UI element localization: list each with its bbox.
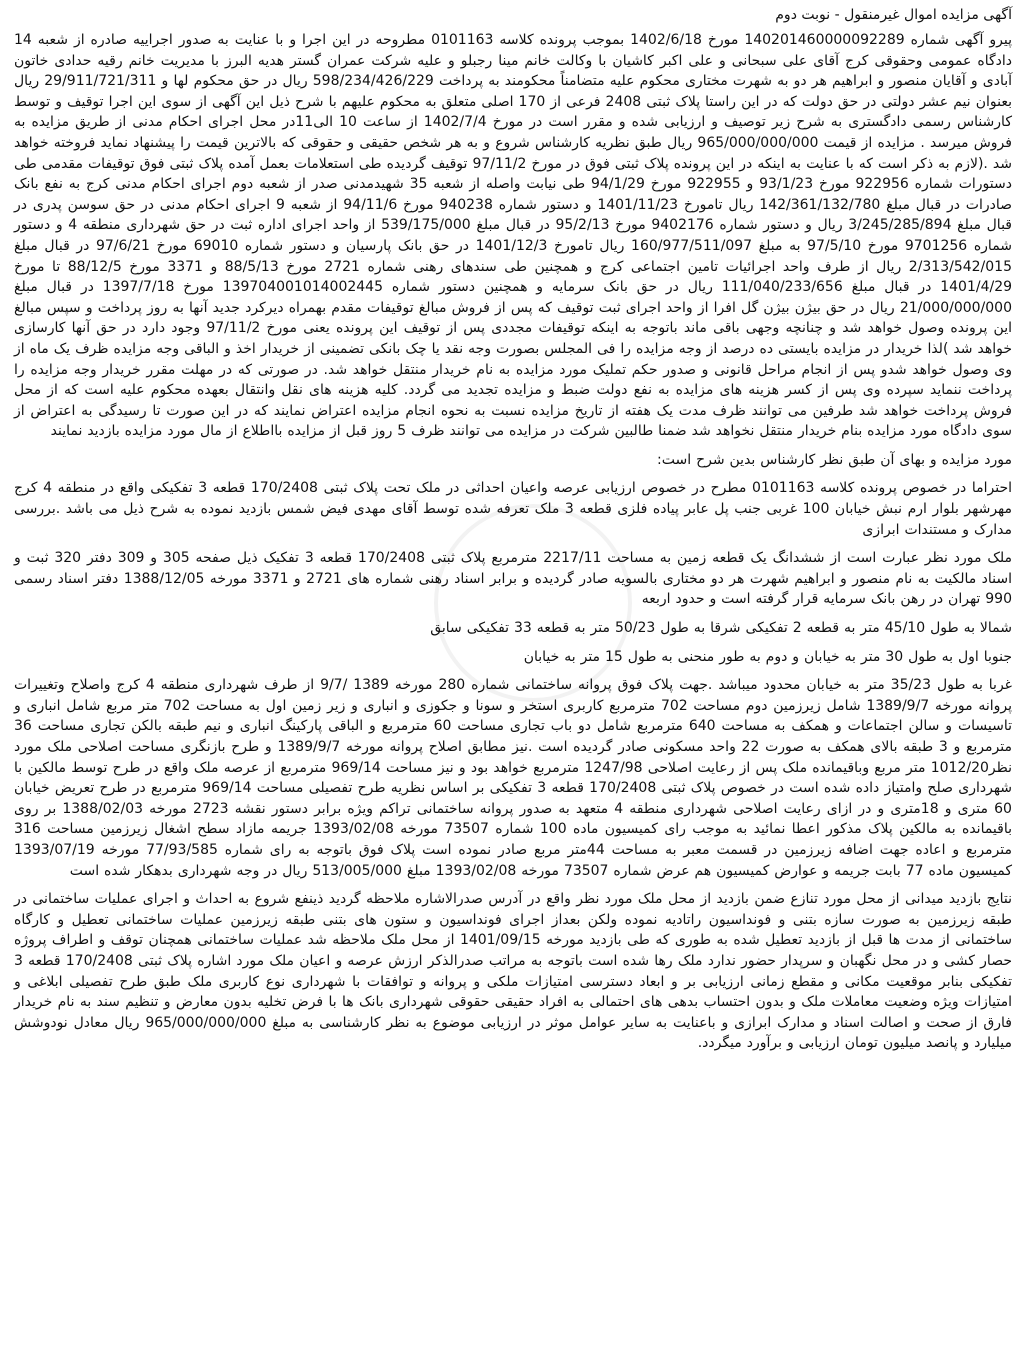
notice-paragraph-subject-heading: مورد مزایده و بهای آن طبق نظر کارشناس بدین شرح است: [657, 451, 1012, 468]
notice-paragraph-main: پیرو آگهی شماره 140201460000092289 مورخ 1402/6/18 بموجب پرونده کلاسه 0101163 مطروحه در این اجرا و با عنایت به صدور اجراییه صادره از شعبه 14 دادگاه عمومی وحقوقی کرج آقای علی سبحانی و علی اکبر کاشیان با وکالت خانم مینا رجبلو و علیه شرکت عمران گستر هدیه البرز با مدیریت خانم رقیه حدادی خاتون آبادی و آقایان منصور و ابراهیم هر دو به شهرت مختاری محکوم علیه متضامناً محکومند به پرداخت 598/234/426/229 ریال در حق محکوم لها و 29/911/721/311 ریال بعنوان نیم عشر دولتی در حق دولت که در این راستا پلاک ثبتی 2408 فرعی از 170 اصلی متعلق به محکوم علیهم با شرح ذیل این آگهی از سوی این اجرا توقیف و توسط کارشناس رسمی دادگستری به شرح زیر توصیف و ارزیابی شده و مقرر است در مورخ 1402/7/4 از ساعت 10 الی11در محل اجرای احکام مدنی از طریق مزایده به فروش میرسد . مزایده از قیمت 965/000/000/000 ریال طبق نظریه کارشناس شروع و به هر شخص حقیقی و حقوقی که بالاترین قیمت را پیشنهاد نماید فروخته خواهد شد .(لازم به ذکر است که با عنایت به اینکه در این پرونده پلاک ثبتی فوق در مورخ 97/11/2 توقیف گردیده طی استعلامات بعمل آمده پلاک ثبتی فوق توقیفات مقدمی طی دستورات شماره 922956 مورخ 93/1/23 و 922955 مورخ 94/1/29 طی نیابت واصله از شعبه 35 شهیدمدنی صدر از شعبه دوم اجرای احکام مدنی کرج به نفع بانک صادرات در قبال مبلغ 142/361/132/780 ریال تامورخ 1401/11/23 و دستور شماره 940238 مورخ 94/11/6 از شعبه 9 اجرای احکام مدنی در حق سوسن پدری در قبال مبلغ 3/245/285/894 ریال و دستور شماره 9402176 مورخ 95/2/13 در قبال مبلغ 539/175/000 از واحد اجرای اداره ثبت در حق شهرداری منطقه 4 و دستور شماره 9701256 مورخ 97/5/10 به مبلغ 160/977/511/097 ریال تامورخ 1401/12/3 در حق بانک پارسیان و دستور شماره 69010 مورخ 97/6/21 در قبال مبلغ 2/313/542/015 ریال از طرف واحد اجرائیات تامین اجتماعی کرج و همچنین طی سندهای رهنی شماره 2721 مورخ 88/5/13 و 3371 مورخ 88/12/5 تا مورخ 1401/4/29 در قبال مبلغ 111/040/233/656 ریال در حق بانک سرمایه و همچنین دستور شماره 139704001014002445 مورخ 1397/7/18 در قبال مبلغ 21/000/000/000 ریال در حق بیژن بیژن گل افرا از واحد اجرای ثبت توقیف که پس از فروش مبالغ توقیفات مقدم بهمراه دیرکرد جدید آنها به روز پرداخت و سپس مبالغ این پرونده وصول خواهد شد و چنانچه وجهی باقی ماند باتوجه به اینکه توقیفات مجددی پس از توقیف این پرونده یعنی مورخ 97/11/2 وجود دارد در حق آنها کارسازی خواهد شد )لذا خریدار در مزایده بایستی ده درصد از وجه مزایده را فی المجلس بصورت وجه نقد یا چک بانکی تضمینی از خریدار اخذ و الباقی وجه مزایده ظرف یک ماه از وی وصول خواهد شدو پس از انجام مراحل قانونی و صدور حکم تملیک مورد مزایده به نام خریدار منتقل خواهد شد. در صورتی که در مهلت مقرر خریدار وجه مزایده را پرداخت ننماید سپرده وی پس از کسر هزینه های مزایده به نفع دولت ضبط و مزایده تجدید می گردد. کلیه هزینه های نقل وانتقال بعهده محکوم علیه است که از محل فروش پرداخت خواهد شد طرفین می توانند ظرف مدت یک هفته از تاریخ مزایده نسبت به نحوه انجام مزایده اعتراض نمایند که در این صورت تا رسیدگی به اعتراض از سوی دادگاه مورد مزایده بنام خریدار منتقل نخواهد شد ضمنا طالبین شرکت در مزایده می توانند ظرف 5 روز قبل از مزایده بااطلاع از مال مورد مزایده بازدید نمایند [14, 32, 1013, 440]
auction-notice-document [14, 4, 1012, 1354]
notice-paragraph-expert-intro: احتراما در خصوص پرونده کلاسه 0101163 مطرح در خصوص ارزیابی عرصه واعیان احداثی در ملک تحت پلاک ثبتی 170/2408 قطعه 3 تفکیکی واقع در منطقه 4 کرج مهرشهر بلوار ارم نبش خیابان 100 غربی جنب پل عابر پیاده فلزی قطعه 3 ملک تعرفه شده توسط آقای مهدی فیض شمس بازدید نموده به شرح ذیل می باشد .بررسی مدارک و مستندات ابرازی [14, 480, 1012, 538]
notice-paragraph-north-east-boundary: شمالا به طول 45/10 متر به قطعه 2 تفکیکی شرقا به طول 50/23 متر به قطعه 33 تفکیکی سابق [430, 620, 1012, 637]
notice-paragraph-south-boundary: جنوبا اول به طول 30 متر به خیابان و دوم به طور منحنی به طول 15 متر به خیابان [523, 648, 1012, 665]
notice-title: آگهی مزایده اموال غیرمنقول - نوبت دوم [775, 7, 1012, 23]
notice-paragraph-property-description: ملک مورد نظر عبارت است از ششدانگ یک قطعه زمین به مساحت 2217/11 مترمربع پلاک ثبتی 170/2408 قطعه 3 تفکیک ذیل صفحه 305 و 309 دفتر 320 ثبت و اسناد مالکیت به نام منصور و ابراهیم شهرت هر دو مختاری بالسویه صادر گردیده و برابر اسناد رهنی شماره های 2721 و 3371 مورخه 1388/12/05 دفتر اسناد رسمی 990 تهران در رهن بانک سرمایه قرار گرفته است و حدود اربعه [14, 550, 1012, 608]
notice-paragraph-west-boundary-permits: غربا به طول 35/23 متر به خیابان محدود میباشد .جهت پلاک فوق پروانه ساختمانی شماره 280 مورخه 1389 /9/7 از طرف شهرداری منطقه 4 کرج واصلاح وتغییرات پروانه مورخه 1389/9/7 شامل زیرزمین دوم مساحت 702 مترمربع کاربری استخر و سونا و جکوزی و انباری و زیر زمین اول به مساحت 702 متر مربع شامل انباری و تاسیسات و سالن اجتماعات و همکف به مساحت 640 مترمربع شامل دو باب تجاری مساحت 60 مترمربع و الباقی پارکینگ انباری و نیم طبقه بالکن تجاری مساحت 36 مترمربع و 3 طبقه بالای همکف به صورت 22 واحد مسکونی صادر گردیده است .نیز مطابق اصلاح پروانه مورخه 1389/9/7 و طرح بازنگری مساحت اصلاحی ملک مورد نظر1012/20 متر مربع وباقیمانده ملک پس از رعایت اصلاحی 1247/98 مترمربع خواهد بود و نیز مساحت 969/14 مترمربع از عرصه ملک واقع در طرح توسط مالکین با شهرداری صلح وامتیاز داده شده است در خصوص پلاک ثبتی 170/2408 قطعه 3 تفکیکی بر اساس نظریه طرح تفصیلی مساحت 969/14 مترمربع در طرح تعریض خیابان 60 متری و 18متری و در ازای رعایت اصلاحی شهرداری منطقه 4 متعهد به صدور پروانه ساختمانی تراکم ویژه برابر دستور نقشه 2723 مورخه 1388/02/03 بر روی باقیمانده به مالکین پلاک مذکور اعطا نمائید به موجب رای کمیسیون ماده 100 شماره 73507 مورخه 1393/02/08 جریمه مازاد سطح اشغال زیرزمین مساحت 316 مترمربع و اعاده جهت اضافه زیرزمین در قسمت معبر به مساحت 44متر مربع صادر نموده است پلاک فوق باتوجه به رای شماره 77/93/585 مورخه 1393/07/19 کمیسیون ماده 77 بابت جریمه و عوارض کمیسیون هم عرض شماره 73507 مورخه 1393/02/08 مبلغ 513/005/000 ریال در وجه شهرداری بدهکار شده است [14, 677, 1013, 879]
notice-paragraph-field-visit-valuation: نتایج بازدید میدانی از محل مورد تنازع ضمن بازدید از محل ملک مورد نظر واقع در آدرس صدرالاشاره ملاحظه گردید ذینفع شروع به احداث و اجرای عملیات ساختمانی در طبقه زیرزمین به صورت سازه بتنی و فونداسیون راتادیه نموده ولکن بعداز اجرای فونداسیون و ستون های بتنی طبقه زیرزمین عملیات ساختمانی تعطیل و کارگاه ساختمانی از مدت ها قبل از بازدید تعطیل شده به طوری که طی بازدید مورخه 1401/09/15 از محل ملک ملاحظه شد عملیات ساختمانی همچنان توقف و اطراف پروژه حصار کشی و در محل نگهبان و سرپدار حضور ندارد ملک رها شده است باتوجه به مراتب صدرالذکر ارزش عرصه و اعیان ملک مورد اشاره پلاک ثبتی 170/2408 قطعه 3 تفکیکی بنابر موقعیت مکانی و مقطع زمانی ارزیابی بر و ابعاد دسترسی امتیازات ملکی و پروانه و توافقات با شهرداری نوع کاربری ملک طبق طرح تفصیلی ابلاغی و امتیازات ویژه وضعیت معاملات ملک و بدون احتساب بدهی های احتمالی به افراد حقیقی حقوقی شهرداری بانک ها با فرض تخلیه بدون معارض و تنظیم سند به نام خریدار فارق از صحت و اصالت اسناد و مدارک ابرازی و باعنایت به سایر عوامل موثر در ارزیابی موضوع به نظر کارشناسی به مبلغ 965/000/000/000 ریال معادل نودوشش میلیارد و پانصد میلیون تومان ارزیابی و برآورد میگردد. [14, 891, 1012, 1052]
